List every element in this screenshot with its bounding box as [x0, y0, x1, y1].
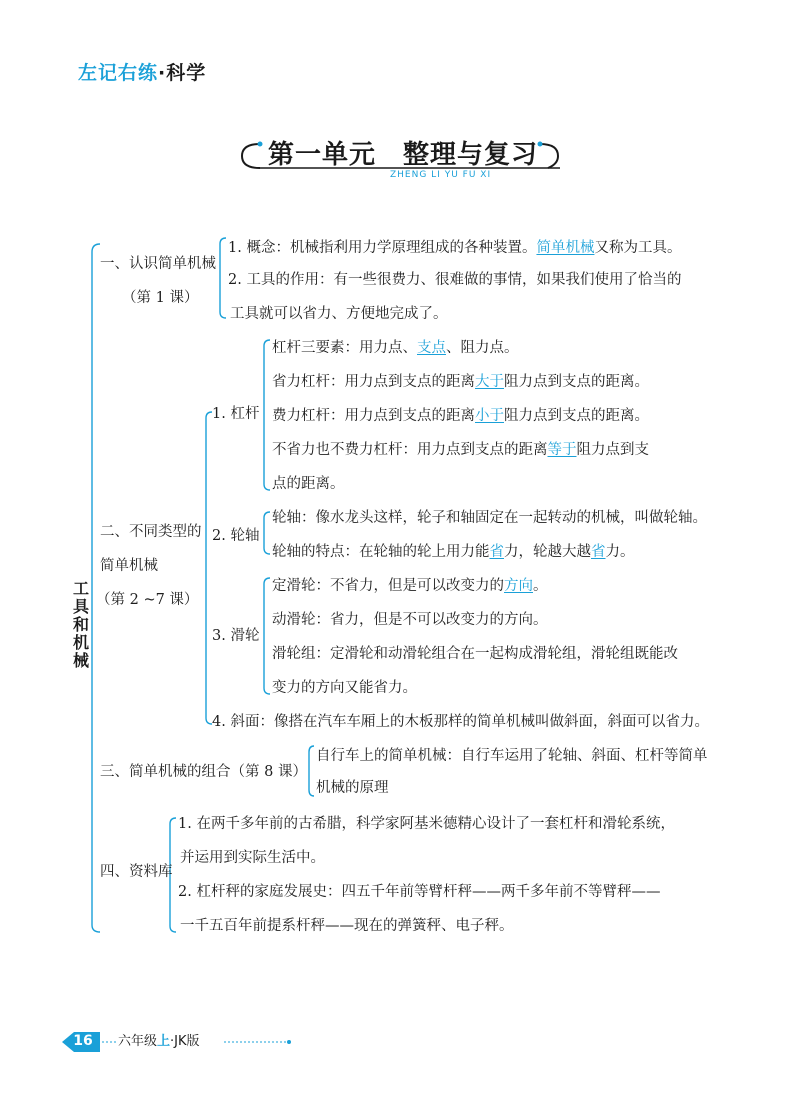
- answer-text: 方向: [504, 578, 533, 594]
- lever-line1: [272, 338, 519, 358]
- term-text: 上: [157, 1034, 171, 1049]
- grade-text: 六年级: [118, 1034, 158, 1049]
- side-title-char: 具: [72, 597, 89, 616]
- text: 不省力也不费力杠杆：用力点到支点的距离: [272, 442, 548, 458]
- brand-dot: ·: [158, 62, 167, 84]
- answer-text: 支点: [417, 340, 446, 356]
- lever-line3: [272, 406, 649, 426]
- text: 杠杆三要素：用力点、: [272, 340, 417, 356]
- section3-line1: 自行车上的简单机械：自行车运用了轮轴、斜面、杠杆等简单: [316, 748, 708, 764]
- section1-item2-line1: 2. 工具的作用：有一些很费力、很难做的事情，如果我们使用了恰当的: [228, 272, 682, 288]
- section2-lesson: （第 2 ~7 课）: [96, 592, 199, 608]
- text: 定滑轮：不省力，但是可以改变力的: [272, 578, 504, 594]
- section2-title-line2: 简单机械: [100, 558, 158, 574]
- text: 费力杠杆：用力点到支点的距离: [272, 408, 475, 424]
- section4-line3: 2. 杠杆秤的家庭发展史：四五千年前等臂杆秤——两千多年前不等臂秤——: [178, 884, 661, 900]
- wheel-label: 2. 轮轴: [212, 528, 260, 544]
- page-subtitle-pinyin: ZHENG LI YU FU XI: [390, 170, 492, 180]
- side-title-char: 和: [72, 615, 89, 634]
- brand-name: 左记右练: [78, 62, 159, 84]
- text: 1. 概念：机械指利用力学原理组成的各种装置。: [228, 240, 537, 256]
- page-number: 16: [73, 1033, 93, 1049]
- pulley-line4: 变力的方向又能省力。: [272, 680, 417, 696]
- brand-subject: 科学: [166, 62, 207, 84]
- text: 、阻力点。: [446, 340, 519, 356]
- edition-text: ·JK版: [170, 1034, 200, 1049]
- lever-line2: [272, 372, 649, 392]
- text: 力。: [605, 544, 635, 560]
- side-title-char: 械: [72, 651, 89, 670]
- section1-item2-line2: 工具就可以省力、方便地完成了。: [230, 306, 448, 322]
- answer-text: 简单机械: [536, 240, 595, 256]
- text: 阻力点到支: [576, 442, 649, 458]
- section1-lesson: （第 1 课）: [122, 290, 199, 306]
- pulley-line1: [272, 576, 548, 596]
- text: 轮轴的特点：在轮轴的轮上用力能: [272, 544, 490, 560]
- text: 阻力点到支点的距离。: [504, 408, 649, 424]
- section4-line2: 并运用到实际生活中。: [180, 850, 325, 866]
- text: 又称为工具。: [594, 240, 682, 256]
- text: 力，轮越大越: [504, 544, 591, 560]
- text: 。: [533, 578, 548, 594]
- pulley-line2: 动滑轮：省力，但是不可以改变力的方向。: [272, 612, 548, 628]
- pulley-line3: 滑轮组：定滑轮和动滑轮组合在一起构成滑轮组，滑轮组既能改: [272, 646, 678, 662]
- wheel-line1: 轮轴：像水龙头这样，轮子和轴固定在一起转动的机械，叫做轮轴。: [272, 510, 707, 526]
- lever-line5: 点的距离。: [272, 476, 345, 492]
- section4-line4: 一千五百年前提系杆秤——现在的弹簧秤、电子秤。: [180, 918, 514, 934]
- pulley-label: 3. 滑轮: [212, 628, 260, 644]
- footer-grade-label: [118, 1030, 200, 1049]
- answer-text: 省: [591, 544, 606, 560]
- answer-text: 省: [489, 544, 504, 560]
- side-title-char: 机: [72, 633, 89, 652]
- section1-title: 一、认识简单机械: [100, 256, 216, 272]
- answer-text: 等于: [547, 442, 577, 458]
- lever-line4: [272, 440, 649, 460]
- section3-title: 三、简单机械的组合（第 8 课）: [100, 764, 307, 780]
- answer-text: 大于: [475, 374, 504, 390]
- section4-title: 四、资料库: [100, 864, 173, 880]
- text: 阻力点到支点的距离。: [504, 374, 649, 390]
- answer-text: 小于: [475, 408, 504, 424]
- wheel-line2: [272, 542, 635, 562]
- section1-item1: [228, 238, 681, 258]
- text: 省力杠杆：用力点到支点的距离: [272, 374, 475, 390]
- lever-label: 1. 杠杆: [212, 406, 260, 422]
- side-topic-title: [71, 580, 91, 670]
- page-title: 第一单元 整理与复习: [268, 140, 539, 170]
- side-title-char: 工: [72, 579, 89, 598]
- section4-line1: 1. 在两千多年前的古希腊，科学家阿基米德精心设计了一套杠杆和滑轮系统，: [178, 816, 675, 832]
- section2-title: 二、不同类型的: [100, 524, 202, 540]
- slope-line: 4. 斜面：像搭在汽车车厢上的木板那样的简单机械叫做斜面，斜面可以省力。: [212, 714, 709, 730]
- section3-line2: 机械的原理: [316, 780, 389, 796]
